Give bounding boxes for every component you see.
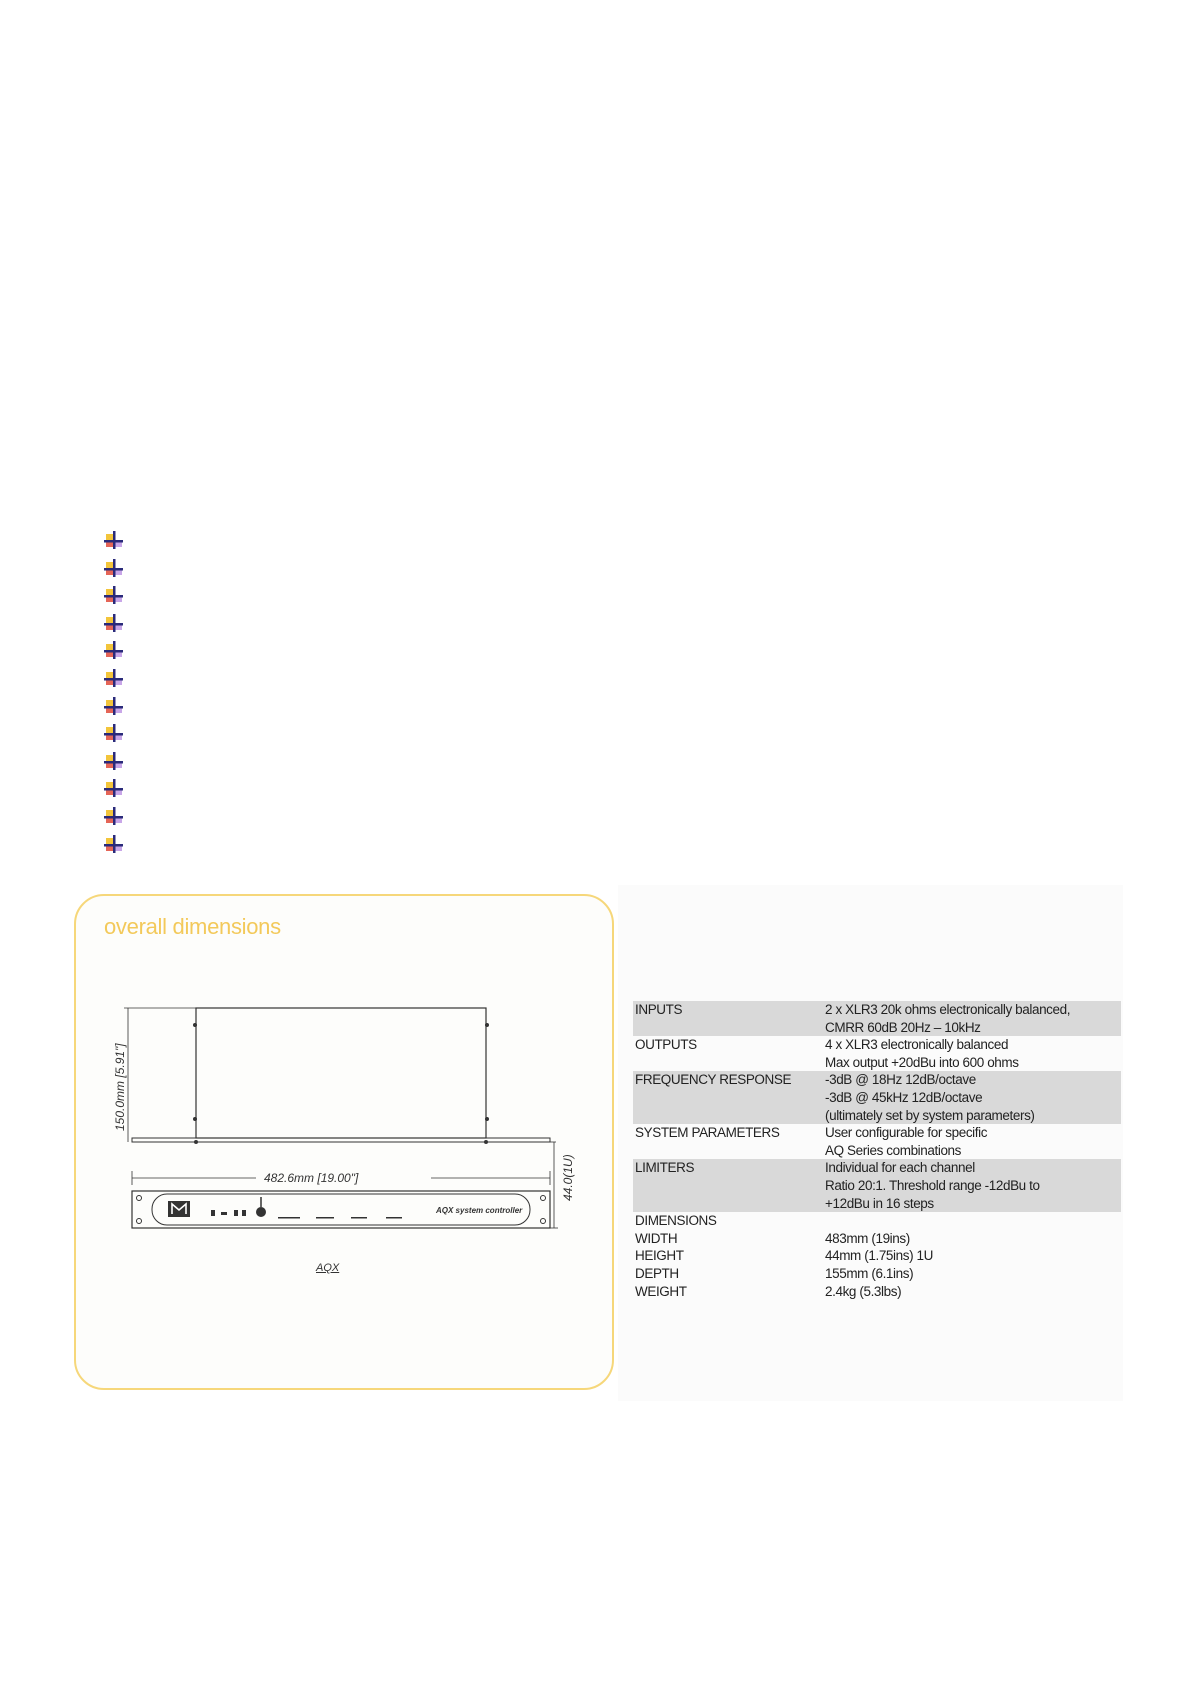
spec-key: FREQUENCY RESPONSE xyxy=(635,1072,792,1088)
width-dimension-label: 482.6mm [19.00"] xyxy=(264,1171,359,1185)
spec-key: DEPTH xyxy=(635,1265,679,1281)
spec-row xyxy=(633,1071,1121,1124)
dimensions-title: overall dimensions xyxy=(104,914,281,939)
spec-key: DIMENSIONS xyxy=(635,1213,717,1229)
bullet-list xyxy=(104,530,124,861)
spec-value-line: 2.4kg (5.3lbs) xyxy=(825,1283,902,1299)
spec-row xyxy=(633,1036,1121,1071)
spec-key: INPUTS xyxy=(635,1002,683,1017)
spec-value-line xyxy=(825,1212,1121,1230)
spec-value xyxy=(825,1071,1121,1124)
spec-value xyxy=(825,1265,1121,1283)
spec-value-line: Max output +20dBu into 600 ohms xyxy=(825,1054,1019,1070)
spec-value xyxy=(825,1230,1121,1248)
spec-value-line: 483mm (19ins) xyxy=(825,1230,910,1246)
top-view-outline xyxy=(196,1008,486,1138)
specifications-table xyxy=(633,1001,1121,1300)
cross-bullet-icon xyxy=(104,834,124,854)
dimension-drawing xyxy=(106,991,586,1266)
spec-value xyxy=(825,1283,1121,1301)
spec-key: SYSTEM PARAMETERS xyxy=(635,1125,780,1141)
cross-bullet-icon xyxy=(104,806,124,826)
rack-height-label: 44.0(1U) xyxy=(561,1154,575,1201)
spec-value xyxy=(825,1212,1121,1230)
spec-row xyxy=(633,1283,1121,1301)
spec-value-line: Ratio 20:1. Threshold range -12dBu to xyxy=(825,1177,1040,1193)
spec-value-line: Individual for each channel xyxy=(825,1160,975,1176)
spec-value-line: 155mm (6.1ins) xyxy=(825,1265,914,1281)
cross-bullet-icon xyxy=(104,778,124,798)
spec-value xyxy=(825,1247,1121,1265)
dimensions-panel xyxy=(74,894,614,1390)
spec-value-line: 4 x XLR3 electronically balanced xyxy=(825,1037,1009,1053)
spec-value-line: CMRR 60dB 20Hz – 10kHz xyxy=(825,1019,981,1035)
cross-bullet-icon xyxy=(104,530,124,550)
cross-bullet-icon xyxy=(104,723,124,743)
spec-value xyxy=(825,1001,1121,1036)
spec-key: WEIGHT xyxy=(635,1283,687,1299)
spec-row xyxy=(633,1124,1121,1159)
spec-row xyxy=(633,1001,1121,1036)
cross-bullet-icon xyxy=(104,751,124,771)
spec-key: OUTPUTS xyxy=(635,1037,697,1053)
spec-key: HEIGHT xyxy=(635,1248,684,1264)
cross-bullet-icon xyxy=(104,696,124,716)
spec-value-line: User configurable for specific xyxy=(825,1125,988,1141)
spec-row xyxy=(633,1159,1121,1212)
cross-bullet-icon xyxy=(104,668,124,688)
spec-row xyxy=(633,1230,1121,1248)
cross-bullet-icon xyxy=(104,558,124,578)
spec-value-line: -3dB @ 45kHz 12dB/octave xyxy=(825,1089,983,1105)
spec-key: LIMITERS xyxy=(635,1160,695,1176)
cross-bullet-icon xyxy=(104,585,124,605)
spec-value-line: 44mm (1.75ins) 1U xyxy=(825,1248,933,1264)
cross-bullet-icon xyxy=(104,613,124,633)
spec-value-line: -3dB @ 18Hz 12dB/octave xyxy=(825,1072,976,1088)
spec-key: WIDTH xyxy=(635,1230,678,1246)
cross-bullet-icon xyxy=(104,640,124,660)
spec-row xyxy=(633,1265,1121,1283)
spec-row xyxy=(633,1247,1121,1265)
spec-value-line: (ultimately set by system parameters) xyxy=(825,1107,1035,1123)
front-panel-text: AQX system controller xyxy=(436,1206,523,1215)
spec-row xyxy=(633,1212,1121,1230)
model-label: AQX xyxy=(316,1262,340,1274)
spec-value-line: AQ Series combinations xyxy=(825,1142,962,1158)
spec-value xyxy=(825,1124,1121,1159)
spec-value-line: +12dBu in 16 steps xyxy=(825,1195,934,1211)
height-dimension-label: 150.0mm [5.91"] xyxy=(113,1043,127,1131)
spec-value xyxy=(825,1159,1121,1212)
spec-value xyxy=(825,1036,1121,1071)
spec-value-line: 2 x XLR3 20k ohms electronically balanced, xyxy=(825,1002,1071,1017)
